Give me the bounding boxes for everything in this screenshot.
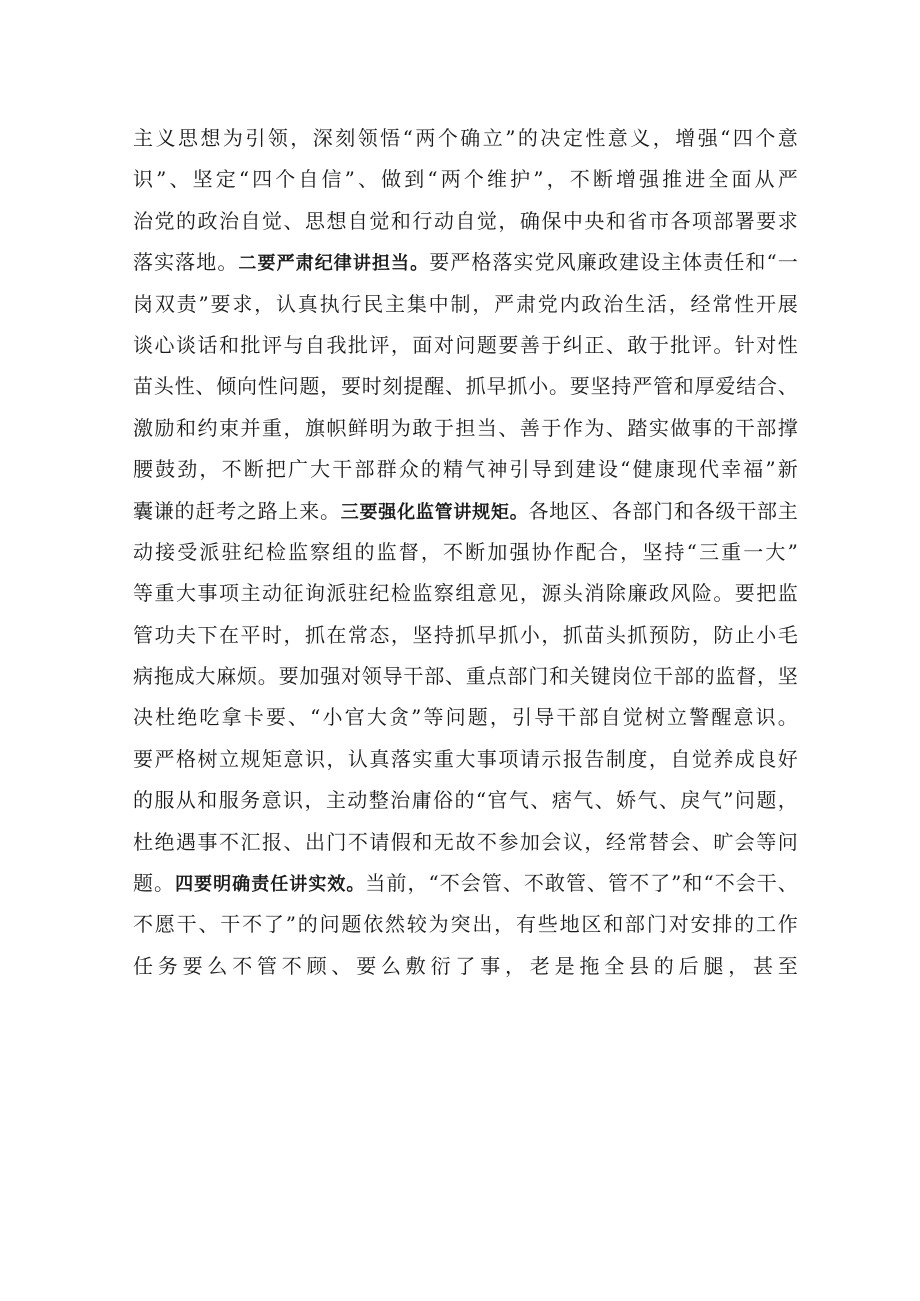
text-run: 囊谦的赶考之路上来。 <box>133 498 341 523</box>
text-run: 识”、坚定“四个自信”、做到“两个维护”，不断增强推进全面从严 <box>133 167 798 192</box>
text-run: 主义思想为引领，深刻领悟“两个确立”的决定性意义，增强“四个意 <box>133 126 798 150</box>
text-run: 杜绝遇事不汇报、出门不请假和无故不参加会议，经常替会、旷会等问 <box>133 829 798 854</box>
text-line <box>133 615 798 656</box>
text-line <box>133 201 798 242</box>
section-heading: 二要严肃纪律讲担当。 <box>238 253 430 275</box>
text-run: 要严格树立规矩意识，认真落实重大事项请示报告制度，自觉养成良好 <box>133 746 798 771</box>
text-line <box>133 284 798 325</box>
text-run: 的服从和服务意识，主动整治庸俗的“官气、痞气、娇气、戾气”问题， <box>133 788 798 813</box>
text-line <box>133 159 798 200</box>
text-run: 动接受派驻纪检监察组的监督，不断加强协作配合，坚持“三重一大” <box>133 539 798 564</box>
text-line <box>133 449 798 490</box>
text-line <box>133 408 798 449</box>
text-line <box>133 946 798 987</box>
text-run: 等重大事项主动征询派驻纪检监察组意见，源头消除廉政风险。要把监 <box>133 581 798 606</box>
text-line <box>133 366 798 407</box>
section-heading: 四要明确责任讲实效。 <box>175 874 366 896</box>
text-run: 岗双责”要求，认真执行民主集中制，严肃党内政治生活，经常性开展 <box>133 291 798 316</box>
text-line <box>133 697 798 738</box>
text-run: 任务要么不管不顾、要么敷衍了事，老是拖全县的后腿，甚至 <box>133 953 798 978</box>
text-run: 当前，“不会管、不敢管、管不了”和“不会干、 <box>365 871 799 896</box>
text-line <box>133 739 798 780</box>
text-run: 管功夫下在平时，抓在常态，坚持抓早抓小，抓苗头抓预防，防止小毛 <box>133 622 798 647</box>
text-run: 腰鼓劲，不断把广大干部群众的精气神引导到建设“健康现代幸福”新 <box>133 457 798 482</box>
text-run: 落实落地。 <box>133 250 239 275</box>
text-line <box>133 822 798 863</box>
body-text <box>133 118 798 987</box>
text-run: 题。 <box>133 871 176 896</box>
text-run: 决杜绝吃拿卡要、“小官大贪”等问题，引导干部自觉树立警醒意识。 <box>133 705 798 730</box>
text-run: 激励和约束并重，旗帜鲜明为敢于担当、善于作为、踏实做事的干部撑 <box>133 415 798 440</box>
text-line <box>133 118 798 159</box>
text-line <box>133 573 798 614</box>
text-run: 苗头性、倾向性问题，要时刻提醒、抓早抓小。要坚持严管和厚爱结合、 <box>133 374 798 399</box>
text-run: 病拖成大麻烦。要加强对领导干部、重点部门和关键岗位干部的监督，坚 <box>133 664 798 689</box>
text-run: 要严格落实党风廉政建设主体责任和“一 <box>429 250 799 275</box>
text-line <box>133 780 798 821</box>
section-heading: 三要强化监管讲规矩。 <box>340 501 529 523</box>
text-run: 治党的政治自觉、思想自觉和行动自觉，确保中央和省市各项部署要求 <box>133 208 798 233</box>
text-run: 不愿干、干不了”的问题依然较为突出，有些地区和部门对安排的工作 <box>133 912 798 937</box>
text-line <box>133 863 798 904</box>
text-run: 谈心谈话和批评与自我批评，面对问题要善于纠正、敢于批评。针对性 <box>133 332 798 357</box>
text-line <box>133 242 798 283</box>
text-line <box>133 491 798 532</box>
text-line <box>133 656 798 697</box>
text-line <box>133 325 798 366</box>
text-line <box>133 532 798 573</box>
text-run: 各地区、各部门和各级干部主 <box>528 498 798 523</box>
text-line <box>133 904 798 945</box>
